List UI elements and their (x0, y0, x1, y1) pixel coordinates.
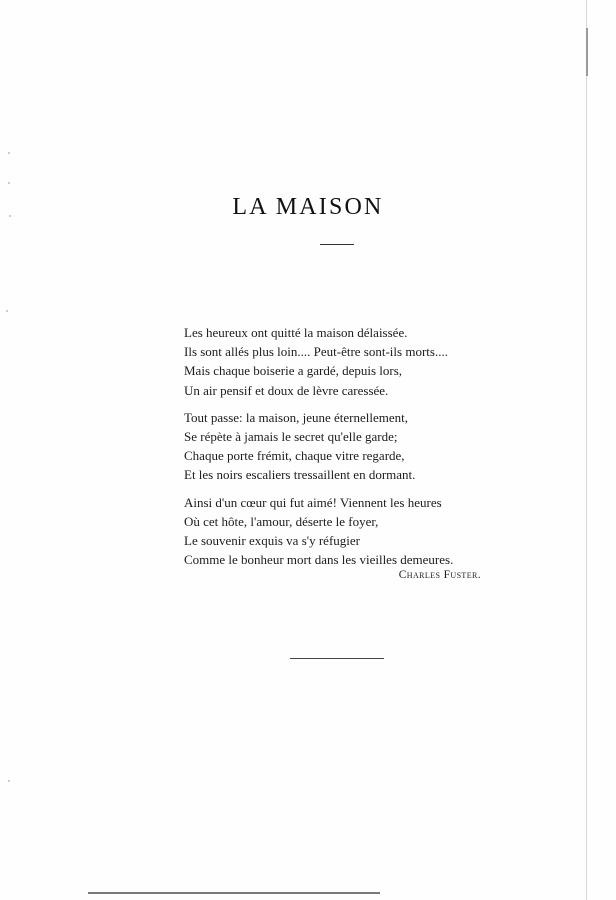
poem-line: Et les noirs escaliers tressaillent en dormant. (184, 467, 416, 483)
poem-line: Ils sont allés plus loin.... Peut-être sont-ils morts.... (184, 344, 448, 360)
page-edge-line (586, 0, 587, 900)
margin-speck (8, 152, 10, 154)
poem-line: Ainsi d'un cœur qui fut aimé! Viennent les heures (184, 494, 442, 510)
stanza (184, 323, 514, 400)
poem-line: Le souvenir exquis va s'y réfugier (184, 533, 360, 549)
poem-line: Comme le bonheur mort dans les vieilles demeures. (184, 552, 454, 568)
poem-line: Tout passe: la maison, jeune éternellement, (184, 409, 408, 425)
page-edge-shadow (586, 28, 588, 76)
poem-line: Un air pensif et doux de lèvre caressée. (184, 382, 389, 398)
stanza (184, 408, 514, 485)
poem-title: LA MAISON (232, 194, 384, 220)
stanza (184, 493, 514, 570)
margin-speck (8, 182, 10, 184)
end-rule (290, 658, 384, 659)
author-signature: Charles Fuster. (398, 569, 481, 581)
poem-line: Se répète à jamais le secret qu'elle garde; (184, 429, 398, 445)
poem-line: Les heureux ont quitté la maison délaissée. (184, 325, 408, 340)
poem-line: Chaque porte frémit, chaque vitre regarde, (184, 448, 405, 464)
poem-line: Mais chaque boiserie a gardé, depuis lors, (184, 363, 403, 379)
margin-speck (6, 310, 8, 312)
poem-body (184, 323, 514, 577)
title-rule (320, 244, 354, 245)
margin-speck (8, 780, 10, 782)
poem-line: Où cet hôte, l'amour, déserte le foyer, (184, 513, 379, 529)
bottom-scan-edge (88, 892, 380, 894)
